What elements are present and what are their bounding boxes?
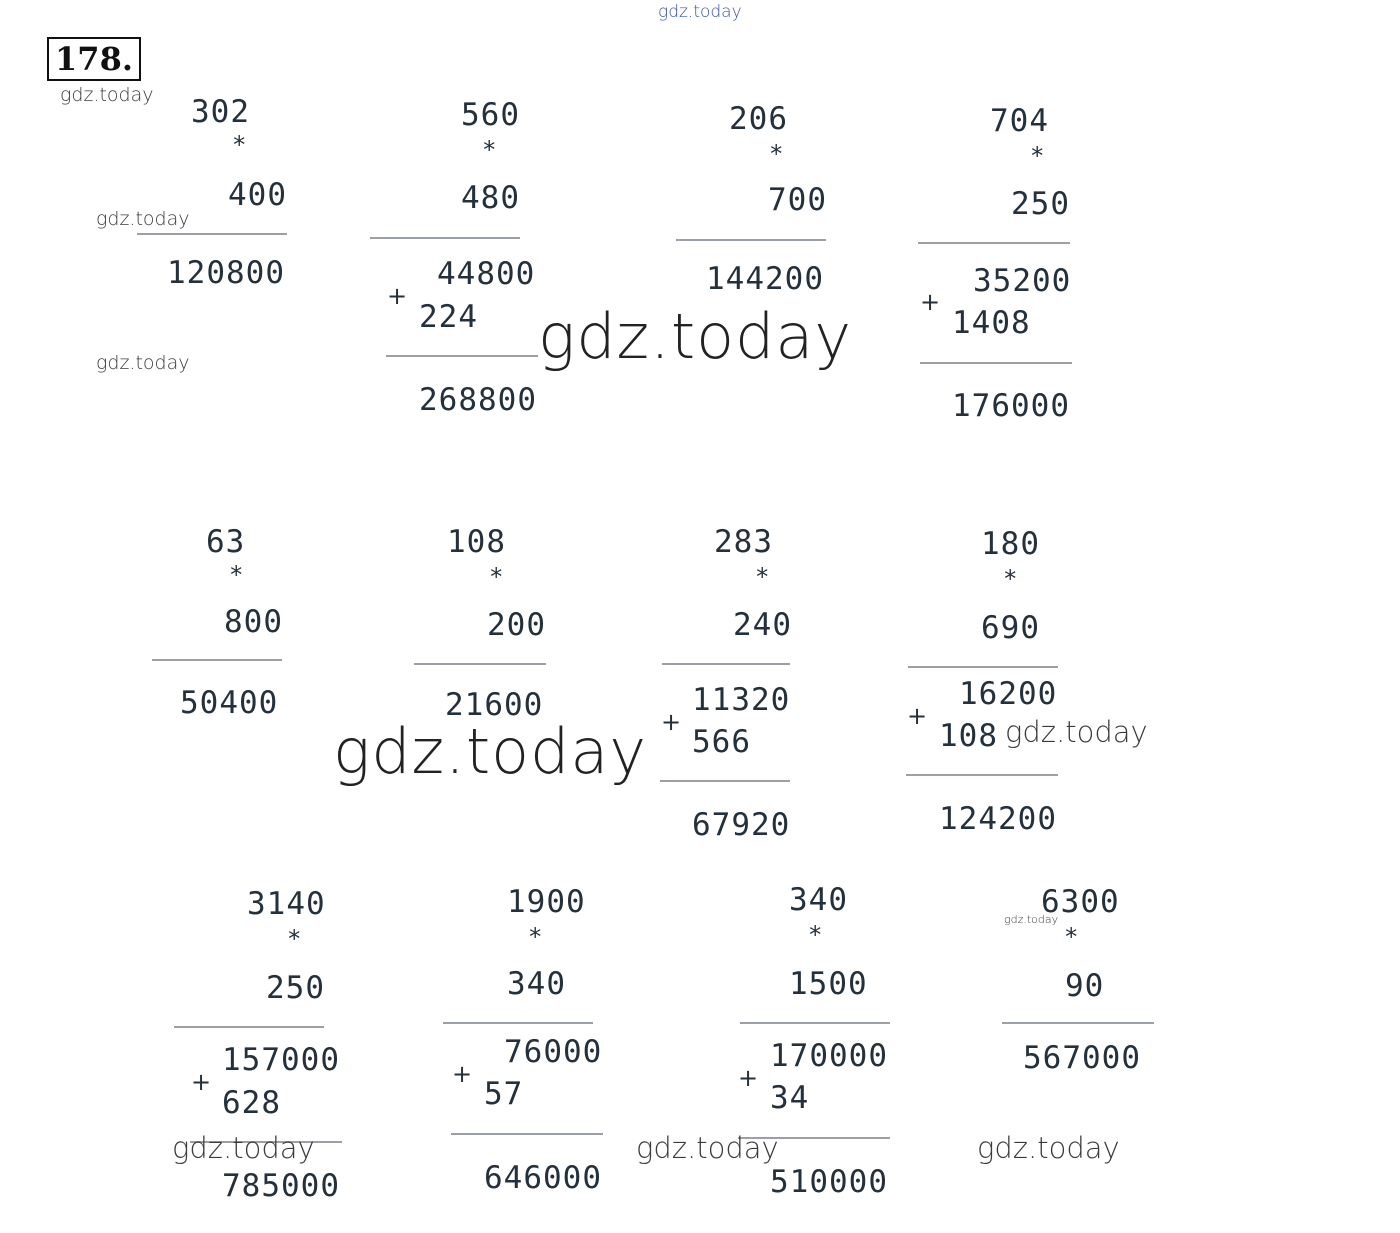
sum-line (920, 362, 1072, 364)
product: 50400 (180, 685, 279, 721)
result-line (152, 659, 282, 661)
result-line (662, 663, 790, 665)
multiply-sign: * (769, 140, 784, 168)
watermark-small: gdz.today (96, 208, 190, 230)
plus-sign: + (387, 282, 408, 310)
partial-product-2: 34 (770, 1080, 810, 1116)
sum-line (451, 1133, 603, 1135)
multiplicand: 6300 (1041, 884, 1120, 920)
result-line (370, 237, 520, 239)
sum-line (386, 355, 538, 357)
partial-product-1: 11320 (692, 682, 791, 718)
multiplicand: 108 (447, 524, 506, 560)
multiply-sign: * (489, 563, 504, 591)
product: 567000 (1023, 1040, 1141, 1076)
multiply-sign: * (528, 923, 543, 951)
multiplicand: 63 (206, 524, 246, 560)
multiplier: 90 (1065, 968, 1105, 1004)
partial-product-1: 35200 (973, 263, 1072, 299)
result-line (740, 1022, 890, 1024)
product: 21600 (445, 687, 544, 723)
result-line (443, 1022, 593, 1024)
result-line (918, 242, 1070, 244)
multiply-sign: * (482, 136, 497, 164)
watermark-medium: gdz.today (636, 1131, 779, 1165)
multiplicand: 283 (714, 524, 773, 560)
multiplicand: 340 (789, 882, 848, 918)
plus-sign: + (907, 702, 928, 730)
plus-sign: + (661, 708, 682, 736)
product: 510000 (770, 1164, 888, 1200)
multiplicand: 3140 (247, 886, 326, 922)
partial-product-1: 157000 (222, 1042, 340, 1078)
multiply-sign: * (755, 563, 770, 591)
watermark-top: gdz.today (658, 2, 742, 22)
sum-line (660, 780, 790, 782)
watermark-small: gdz.today (60, 84, 154, 106)
product: 268800 (419, 382, 537, 418)
result-line (676, 239, 826, 241)
partial-product-2: 1408 (952, 305, 1031, 341)
sum-line (906, 774, 1058, 776)
result-line (908, 666, 1058, 668)
multiply-sign: * (229, 561, 244, 589)
watermark-small: gdz.today (96, 352, 190, 374)
multiply-sign: * (808, 921, 823, 949)
multiply-sign: * (287, 925, 302, 953)
product: 120800 (167, 255, 285, 291)
plus-sign: + (738, 1064, 759, 1092)
watermark-large: gdz.today (538, 300, 853, 373)
multiply-sign: * (232, 131, 247, 159)
product: 124200 (939, 801, 1057, 837)
multiplier: 700 (768, 182, 827, 218)
multiplier: 240 (733, 607, 792, 643)
multiplier: 250 (266, 970, 325, 1006)
plus-sign: + (191, 1068, 212, 1096)
partial-product-1: 170000 (770, 1038, 888, 1074)
multiplier: 800 (224, 604, 283, 640)
multiplicand: 1900 (507, 884, 586, 920)
result-line (174, 1026, 324, 1028)
product: 67920 (692, 807, 791, 843)
partial-product-2: 628 (222, 1085, 281, 1121)
partial-product-1: 44800 (437, 256, 536, 292)
partial-product-2: 108 (939, 718, 998, 754)
watermark-large: gdz.today (333, 715, 648, 788)
result-line (414, 663, 546, 665)
plus-sign: + (920, 288, 941, 316)
result-line (1002, 1022, 1154, 1024)
product: 785000 (222, 1168, 340, 1204)
partial-product-2: 57 (484, 1076, 524, 1112)
watermark-medium: gdz.today (1005, 715, 1148, 749)
multiply-sign: * (1064, 923, 1079, 951)
watermark-tiny: gdz.today (1004, 913, 1059, 926)
multiplicand: 206 (729, 101, 788, 137)
partial-product-2: 224 (419, 299, 478, 335)
multiplier: 400 (228, 177, 287, 213)
multiplicand: 560 (461, 97, 520, 133)
multiplier: 250 (1011, 186, 1070, 222)
plus-sign: + (452, 1060, 473, 1088)
multiplier: 200 (487, 607, 546, 643)
product: 144200 (706, 261, 824, 297)
multiplicand: 180 (981, 526, 1040, 562)
multiplier: 340 (507, 966, 566, 1002)
multiplier: 1500 (789, 966, 868, 1002)
product: 646000 (484, 1160, 602, 1196)
multiply-sign: * (1030, 142, 1045, 170)
multiplicand: 704 (990, 103, 1049, 139)
partial-product-1: 16200 (959, 676, 1058, 712)
watermark-medium: gdz.today (977, 1131, 1120, 1165)
partial-product-1: 76000 (504, 1034, 603, 1070)
multiply-sign: * (1003, 565, 1018, 593)
partial-product-2: 566 (692, 724, 751, 760)
watermark-medium: gdz.today (172, 1131, 315, 1165)
product: 176000 (952, 388, 1070, 424)
multiplier: 690 (981, 610, 1040, 646)
result-line (137, 233, 287, 235)
multiplier: 480 (461, 180, 520, 216)
multiplicand: 302 (191, 94, 250, 130)
task-number: 178. (47, 37, 141, 81)
